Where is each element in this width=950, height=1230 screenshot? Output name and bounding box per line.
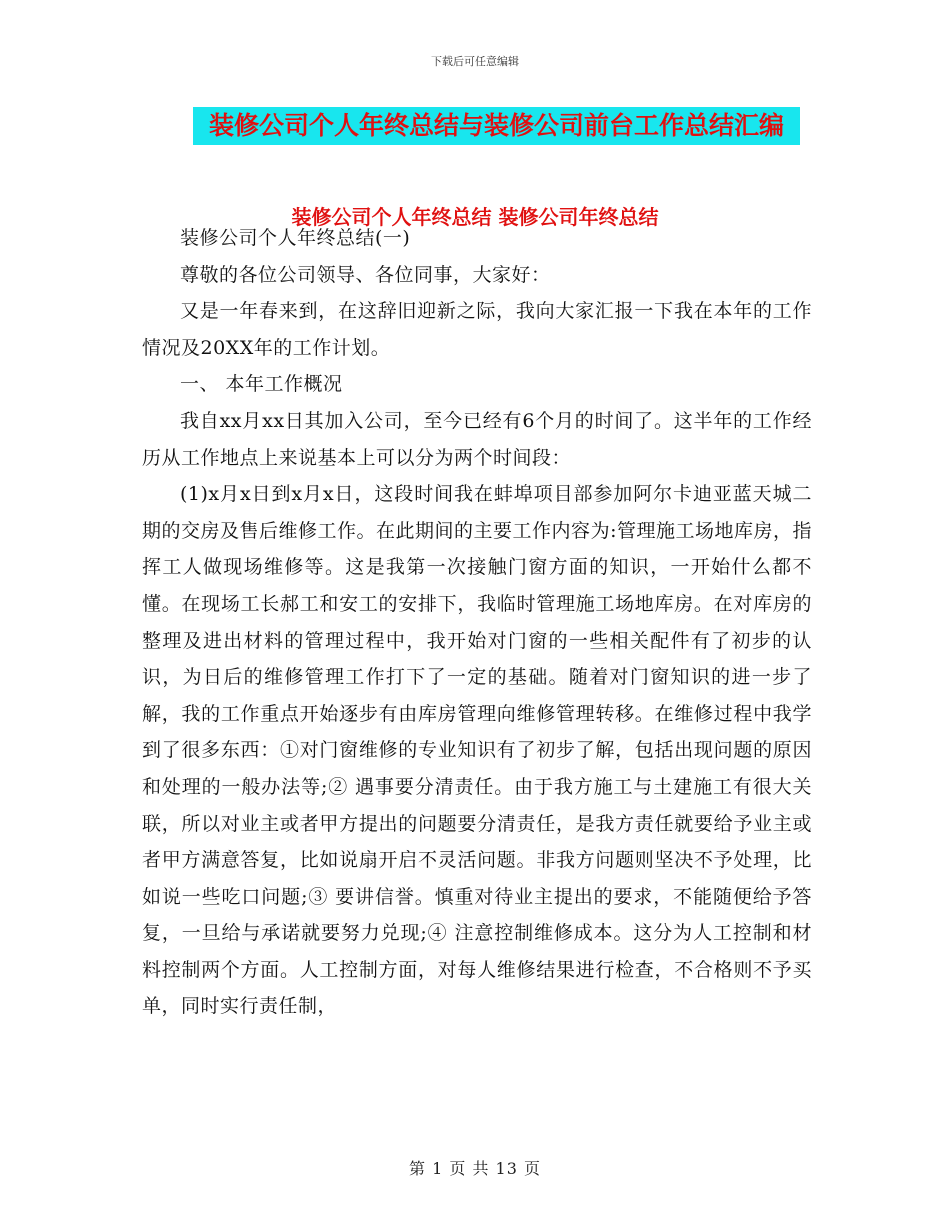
- section-heading: 装修公司个人年终总结(一): [180, 227, 411, 249]
- work-overview-heading: 一、 本年工作概况: [180, 373, 343, 396]
- main-title: 装修公司个人年终总结与装修公司前台工作总结汇编: [208, 111, 784, 140]
- body-text: [142, 220, 812, 1025]
- main-title-highlight: [193, 107, 800, 145]
- period-one-paragraph: (1)x月x日到x月x日，这段时间我在蚌埠项目部参加阿尔卡迪亚蓝天城二期的交房及售后维修工作。在此期间的主要工作内容为:管理施工场地库房，指挥工人做现场维修等。这是我第一次接触门窗方面的知识，一开始什么都不懂。在现场工长郝工和安工的安排下，我临时管理施工场地库房。在对库房的整理及进出材料的管理过程中，我开始对门窗的一些相关配件有了初步的认识，为日后的维修管理工作打下了一定的基础。随着对门窗知识的进一步了解，我的工作重点开始逐步有由库房管理向维修管理转移。在维修过程中我学到了很多东西：①对门窗维修的专业知识有了初步了解，包括出现问题的原因和处理的一般办法等;② 遇事要分清责任。由于我方施工与土建施工有很大关联，所以对业主或者甲方提出的问题要分清责任，是我方责任就要给予业主或者甲方满意答复，比如说扇开启不灵活问题。非我方问题则坚决不予处理，比如说一些吃口问题;③ 要讲信誉。慎重对待业主提出的要求，不能随便给予答复，一旦给与承诺就要努力兑现;④ 注意控制维修成本。这分为人工控制和材料控制两个方面。人工控制方面，对每人维修结果进行检查，不合格则不予买单，同时实行责任制，: [142, 483, 812, 1018]
- page-number: 第 1 页 共 13 页: [409, 1159, 541, 1178]
- greeting-paragraph: 尊敬的各位公司领导、各位同事，大家好：: [180, 263, 551, 286]
- overview-paragraph: 我自xx月xx日其加入公司，至今已经有6个月的时间了。这半年的工作经历从工作地点上来说基本上可以分为两个时间段：: [142, 409, 812, 469]
- header-note: 下载后可任意编辑: [431, 55, 519, 68]
- sub-title: 装修公司个人年终总结 装修公司年终总结: [291, 205, 659, 229]
- intro-paragraph: 又是一年春来到，在这辞旧迎新之际，我向大家汇报一下我在本年的工作情况及20XX年的工作计划。: [142, 300, 812, 359]
